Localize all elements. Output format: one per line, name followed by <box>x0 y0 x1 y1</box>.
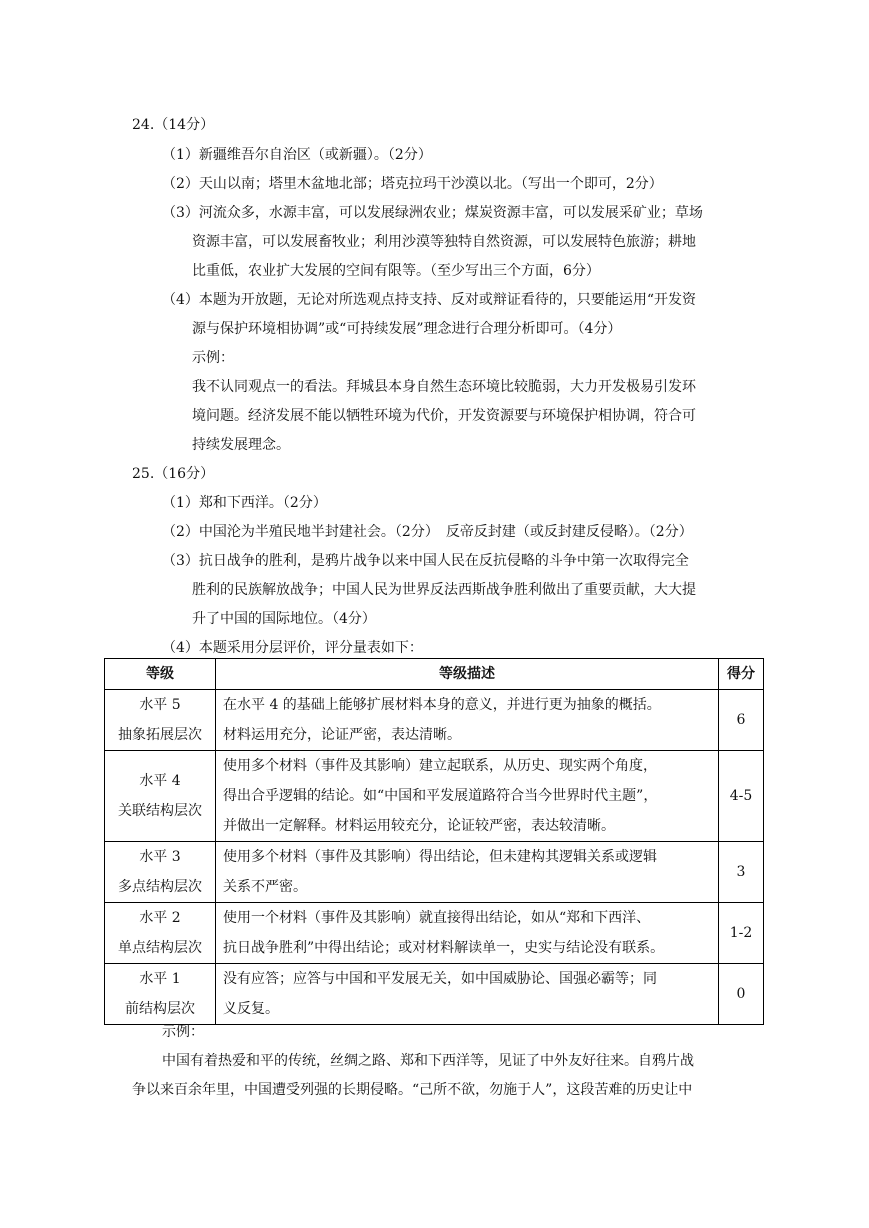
description-line: 关系不严密。 <box>223 879 307 895</box>
level-tier: 单点结构层次 <box>118 940 202 956</box>
level-name: 水平 5 <box>139 697 181 713</box>
q25-item-2: （2）中国沦为半殖民地半封建社会。（2分） 反帝反封建（或反封建反侵略）。（2分） <box>162 524 693 540</box>
q25-example-label: 示例： <box>162 1024 204 1040</box>
description-line: 使用一个材料（事件及其影响）就直接得出结论，如从“郑和下西洋、 <box>223 910 651 926</box>
level-tier: 前结构层次 <box>125 1001 195 1017</box>
level-cell <box>105 842 216 903</box>
q24-example-line-2: 境问题。经济发展不能以牺牲环境为代价，开发资源要与环境保护相协调，符合可 <box>192 408 696 424</box>
table-header-row <box>105 659 764 690</box>
level-tier: 多点结构层次 <box>118 879 202 895</box>
description-line: 并做出一定解释。材料运用较充分，论证较严密，表达较清晰。 <box>223 818 615 834</box>
q25-item-1: （1）郑和下西洋。（2分） <box>162 495 327 511</box>
score-cell: 6 <box>719 690 764 751</box>
q24-example-line-1: 我不认同观点一的看法。拜城县本身自然生态环境比较脆弱，大力开发极易引发环 <box>192 379 696 395</box>
table-row <box>105 964 764 1025</box>
score-cell: 3 <box>719 842 764 903</box>
q24-item-2: （2）天山以南；塔里木盆地北部；塔克拉玛干沙漠以北。（写出一个即可，2分） <box>162 176 663 192</box>
q24-item-4-line-1: （4）本题为开放题，无论对所选观点持支持、反对或辩证看待的，只要能运用“开发资 <box>162 292 697 308</box>
description-cell <box>216 903 719 964</box>
level-tier: 关联结构层次 <box>118 803 202 819</box>
q25-item-3-line-3: 升了中国的国际地位。（4分） <box>192 611 376 627</box>
description-line: 义反复。 <box>223 1001 279 1017</box>
q24-title: 24.（14分） <box>132 117 215 133</box>
q24-item-4-line-2: 源与保护环境相协调”或“可持续发展”理念进行合理分析即可。（4分） <box>192 321 622 337</box>
score-cell: 1-2 <box>719 903 764 964</box>
description-cell <box>216 964 719 1025</box>
header-level: 等级 <box>105 659 216 690</box>
header-description: 等级描述 <box>216 659 719 690</box>
q25-item-4: （4）本题采用分层评价，评分量表如下： <box>162 640 423 656</box>
table-row <box>105 842 764 903</box>
q24-example-label: 示例： <box>192 350 234 366</box>
description-cell <box>216 751 719 842</box>
score-cell: 0 <box>719 964 764 1025</box>
description-cell <box>216 842 719 903</box>
level-cell <box>105 903 216 964</box>
q24-item-3-line-2: 资源丰富，可以发展畜牧业；利用沙漠等独特自然资源，可以发展特色旅游；耕地 <box>192 234 696 250</box>
q25-example-line-2: 争以来百余年里，中国遭受列强的长期侵略。“己所不欲，勿施于人”，这段苦难的历史让中 <box>132 1082 693 1098</box>
level-name: 水平 1 <box>139 971 181 987</box>
level-name: 水平 3 <box>139 849 181 865</box>
q24-item-1: （1）新疆维吾尔自治区（或新疆）。（2分） <box>162 147 432 163</box>
q25-title: 25.（16分） <box>132 466 215 482</box>
level-tier: 抽象拓展层次 <box>118 727 202 743</box>
table-row <box>105 903 764 964</box>
table-row <box>105 751 764 842</box>
description-line: 抗日战争胜利”中得出结论；或对材料解读单一，史实与结论没有联系。 <box>223 940 665 956</box>
score-cell: 4-5 <box>719 751 764 842</box>
description-line: 没有应答；应答与中国和平发展无关，如中国威胁论、国强必霸等；同 <box>223 971 657 987</box>
q24-example-line-3: 持续发展理念。 <box>192 437 290 453</box>
description-line: 使用多个材料（事件及其影响）得出结论，但未建构其逻辑关系或逻辑 <box>223 849 657 865</box>
description-line: 材料运用充分，论证严密，表达清晰。 <box>223 727 461 743</box>
description-line: 在水平 4 的基础上能够扩展材料本身的意义，并进行更为抽象的概括。 <box>223 697 661 713</box>
level-name: 水平 4 <box>139 773 181 789</box>
header-score: 得分 <box>719 659 764 690</box>
level-cell <box>105 751 216 842</box>
table-row <box>105 690 764 751</box>
scoring-rubric-table <box>104 658 764 1025</box>
q24-item-3-line-1: （3）河流众多，水源丰富，可以发展绿洲农业；煤炭资源丰富，可以发展采矿业；草场 <box>162 205 703 221</box>
description-line: 使用多个材料（事件及其影响）建立起联系，从历史、现实两个角度， <box>223 758 657 774</box>
q25-item-3-line-1: （3）抗日战争的胜利，是鸦片战争以来中国人民在反抗侵略的斗争中第一次取得完全 <box>162 553 689 569</box>
level-cell <box>105 964 216 1025</box>
q24-item-3-line-3: 比重低，农业扩大发展的空间有限等。（至少写出三个方面，6分） <box>192 263 600 279</box>
description-cell <box>216 690 719 751</box>
level-cell <box>105 690 216 751</box>
description-line: 得出合乎逻辑的结论。如“中国和平发展道路符合当今世界时代主题”， <box>223 788 658 804</box>
q25-item-3-line-2: 胜利的民族解放战争；中国人民为世界反法西斯战争胜利做出了重要贡献，大大提 <box>192 582 696 598</box>
q25-example-line-1: 中国有着热爱和平的传统，丝绸之路、郑和下西洋等，见证了中外友好往来。自鸦片战 <box>162 1053 694 1069</box>
level-name: 水平 2 <box>139 910 181 926</box>
